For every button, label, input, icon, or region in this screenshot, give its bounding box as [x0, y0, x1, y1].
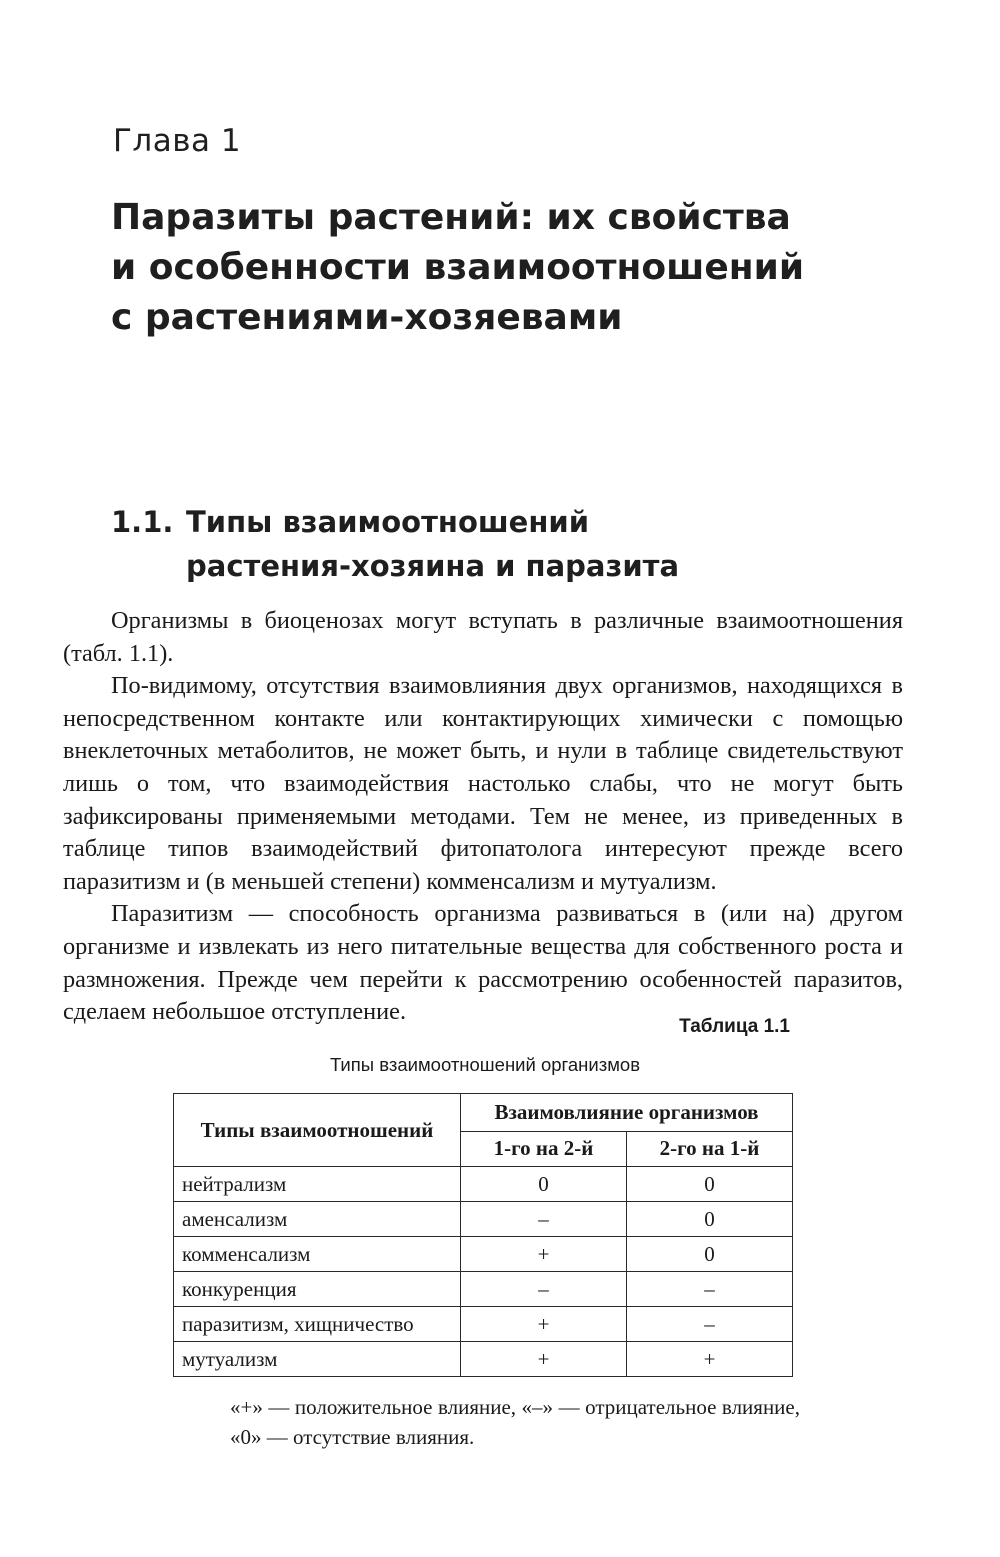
relationship-name: паразитизм, хищничество	[174, 1307, 461, 1342]
table-title: Типы взаимоотношений организмов	[329, 1054, 641, 1075]
second-on-first-value: 0	[627, 1237, 793, 1272]
table-row	[174, 1202, 793, 1237]
header-first-on-second: 1-го на 2-й	[461, 1131, 627, 1167]
chapter-title-line: и особенности взаимоотношений	[111, 247, 805, 288]
chapter-title	[111, 193, 911, 343]
second-on-first-value: –	[627, 1272, 793, 1307]
paragraph: Организмы в биоценозах могут вступать в различные взаимоотношения (табл. 1.1).	[63, 607, 903, 667]
second-on-first-value: +	[627, 1342, 793, 1377]
first-on-second-value: –	[461, 1272, 627, 1307]
first-on-second-value: –	[461, 1202, 627, 1237]
table-row	[174, 1342, 793, 1377]
second-on-first-value: 0	[627, 1202, 793, 1237]
chapter-label: Глава 1	[113, 123, 242, 159]
relationship-name: нейтрализм	[174, 1167, 461, 1202]
paragraph: По-видимому, отсутствия взаимовлияния двух организмов, находящихся в непосредственном контакте или контактирующих химически с помощью внеклеточных метаболитов, не может быть, и нули в таблице свидетельствуют лишь о том, что взаимодействия настолько слабы, что не могут быть зафиксированы применяемыми методами. Тем не менее, из приведенных в таблице типов взаимодействий фитопатолога интересуют прежде всего паразитизм и (в меньшей степени) комменсализм и мутуализм.	[63, 672, 903, 895]
chapter-title-line: с растениями-хозяевами	[111, 297, 623, 338]
body-text	[63, 605, 903, 1029]
chapter-title-line: Паразиты растений: их свойства	[111, 197, 791, 238]
relationship-name: конкуренция	[174, 1272, 461, 1307]
paragraph: Паразитизм — способность организма развиваться в (или на) другом организме и извлекать из него питательные вещества для собственного роста и размножения. Прежде чем перейти к рассмотрению особенностей паразитов, сделаем небольшое отступление.	[63, 900, 903, 1026]
relationship-name: мутуализм	[174, 1342, 461, 1377]
table-row	[174, 1237, 793, 1272]
section-title-line: растения-хозяина и паразита	[186, 549, 680, 583]
relationship-name: аменсализм	[174, 1202, 461, 1237]
section-title-line: Типы взаимоотношений	[186, 505, 590, 539]
first-on-second-value: 0	[461, 1167, 627, 1202]
first-on-second-value: +	[461, 1307, 627, 1342]
relationship-name: комменсализм	[174, 1237, 461, 1272]
relationships-table	[173, 1093, 793, 1377]
table-row	[174, 1167, 793, 1202]
header-mutual-influence: Взаимовлияние организмов	[461, 1094, 793, 1132]
header-second-on-first: 2-го на 1-й	[627, 1131, 793, 1167]
second-on-first-value: –	[627, 1307, 793, 1342]
table-row	[174, 1307, 793, 1342]
first-on-second-value: +	[461, 1237, 627, 1272]
second-on-first-value: 0	[627, 1167, 793, 1202]
section-number: 1.1.	[111, 505, 174, 539]
header-types: Типы взаимоотношений	[174, 1094, 461, 1167]
section-title	[186, 500, 679, 588]
table-number: Таблица 1.1	[679, 1016, 790, 1037]
first-on-second-value: +	[461, 1342, 627, 1377]
table-footnote: «+» — положительное влияние, «–» — отрицательное влияние, «0» — отсутствие влияния.	[230, 1395, 800, 1449]
table-row	[174, 1272, 793, 1307]
